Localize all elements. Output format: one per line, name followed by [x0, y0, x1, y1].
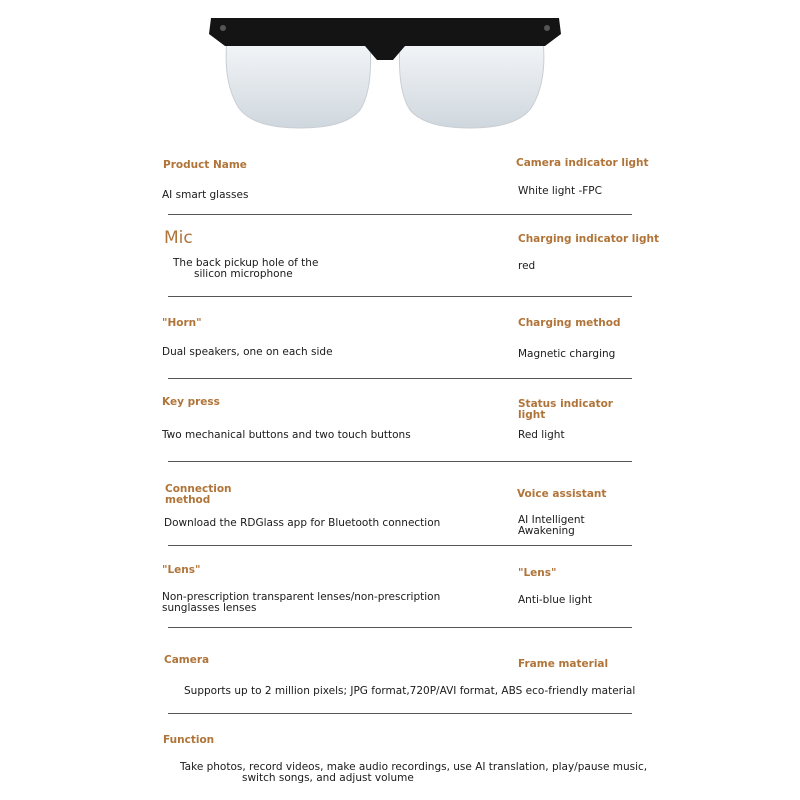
divider [168, 214, 632, 215]
divider [168, 545, 632, 546]
label-charging-method: Charging method [518, 317, 621, 329]
value-connection: Download the RDGlass app for Bluetooth connection [164, 517, 441, 529]
label-function: Function [163, 734, 215, 746]
label-frame-material: Frame material [518, 658, 609, 670]
value-status-indicator: Red light [518, 429, 565, 441]
value-key-press: Two mechanical buttons and two touch buttons [162, 429, 411, 441]
right-lens [399, 40, 543, 128]
right-sensor [544, 25, 550, 31]
label-lens-left: "Lens" [162, 564, 201, 576]
divider [168, 296, 632, 297]
label-camera: Camera [164, 654, 210, 666]
value-voice-assistant-line1: AI Intelligent [518, 514, 585, 526]
value-horn: Dual speakers, one on each side [162, 346, 333, 358]
divider [168, 627, 632, 628]
value-mic-line2: silicon microphone [194, 268, 293, 280]
label-voice-assistant: Voice assistant [517, 488, 607, 500]
value-product-name: AI smart glasses [162, 189, 249, 201]
label-status-indicator-line1: Status indicator [518, 398, 613, 410]
value-mic-line1: The back pickup hole of the [173, 257, 319, 269]
label-mic: Mic [164, 228, 193, 248]
label-status-indicator-line2: light [518, 409, 546, 421]
divider [168, 461, 632, 462]
value-charging-method: Magnetic charging [518, 348, 616, 360]
value-camera-indicator-light: White light -FPC [518, 185, 602, 197]
left-sensor [220, 25, 226, 31]
label-camera-indicator-light: Camera indicator light [516, 157, 649, 169]
label-connection-line2: method [165, 494, 211, 506]
label-lens-right: "Lens" [518, 567, 557, 579]
divider [168, 378, 632, 379]
left-lens [226, 40, 370, 128]
divider [168, 713, 632, 714]
value-function-line2: switch songs, and adjust volume [242, 772, 414, 784]
value-voice-assistant-line2: Awakening [518, 525, 575, 537]
label-charging-indicator-light: Charging indicator light [518, 233, 659, 245]
value-lens-left-line1: Non-prescription transparent lenses/non-prescription [162, 591, 441, 603]
value-lens-right: Anti-blue light [518, 594, 592, 606]
label-horn: "Horn" [162, 317, 202, 329]
value-lens-left-line2: sunglasses lenses [162, 602, 257, 614]
value-charging-indicator-light: red [518, 260, 536, 272]
label-connection-line1: Connection [165, 483, 232, 495]
smart-glasses-image [205, 10, 565, 130]
label-key-press: Key press [162, 396, 220, 408]
label-product-name: Product Name [163, 159, 247, 171]
value-function-line1: Take photos, record videos, make audio recordings, use AI translation, play/pause music, [180, 761, 648, 773]
value-camera-frame: Supports up to 2 million pixels; JPG format,720P/AVI format, ABS eco-friendly material [184, 685, 636, 697]
